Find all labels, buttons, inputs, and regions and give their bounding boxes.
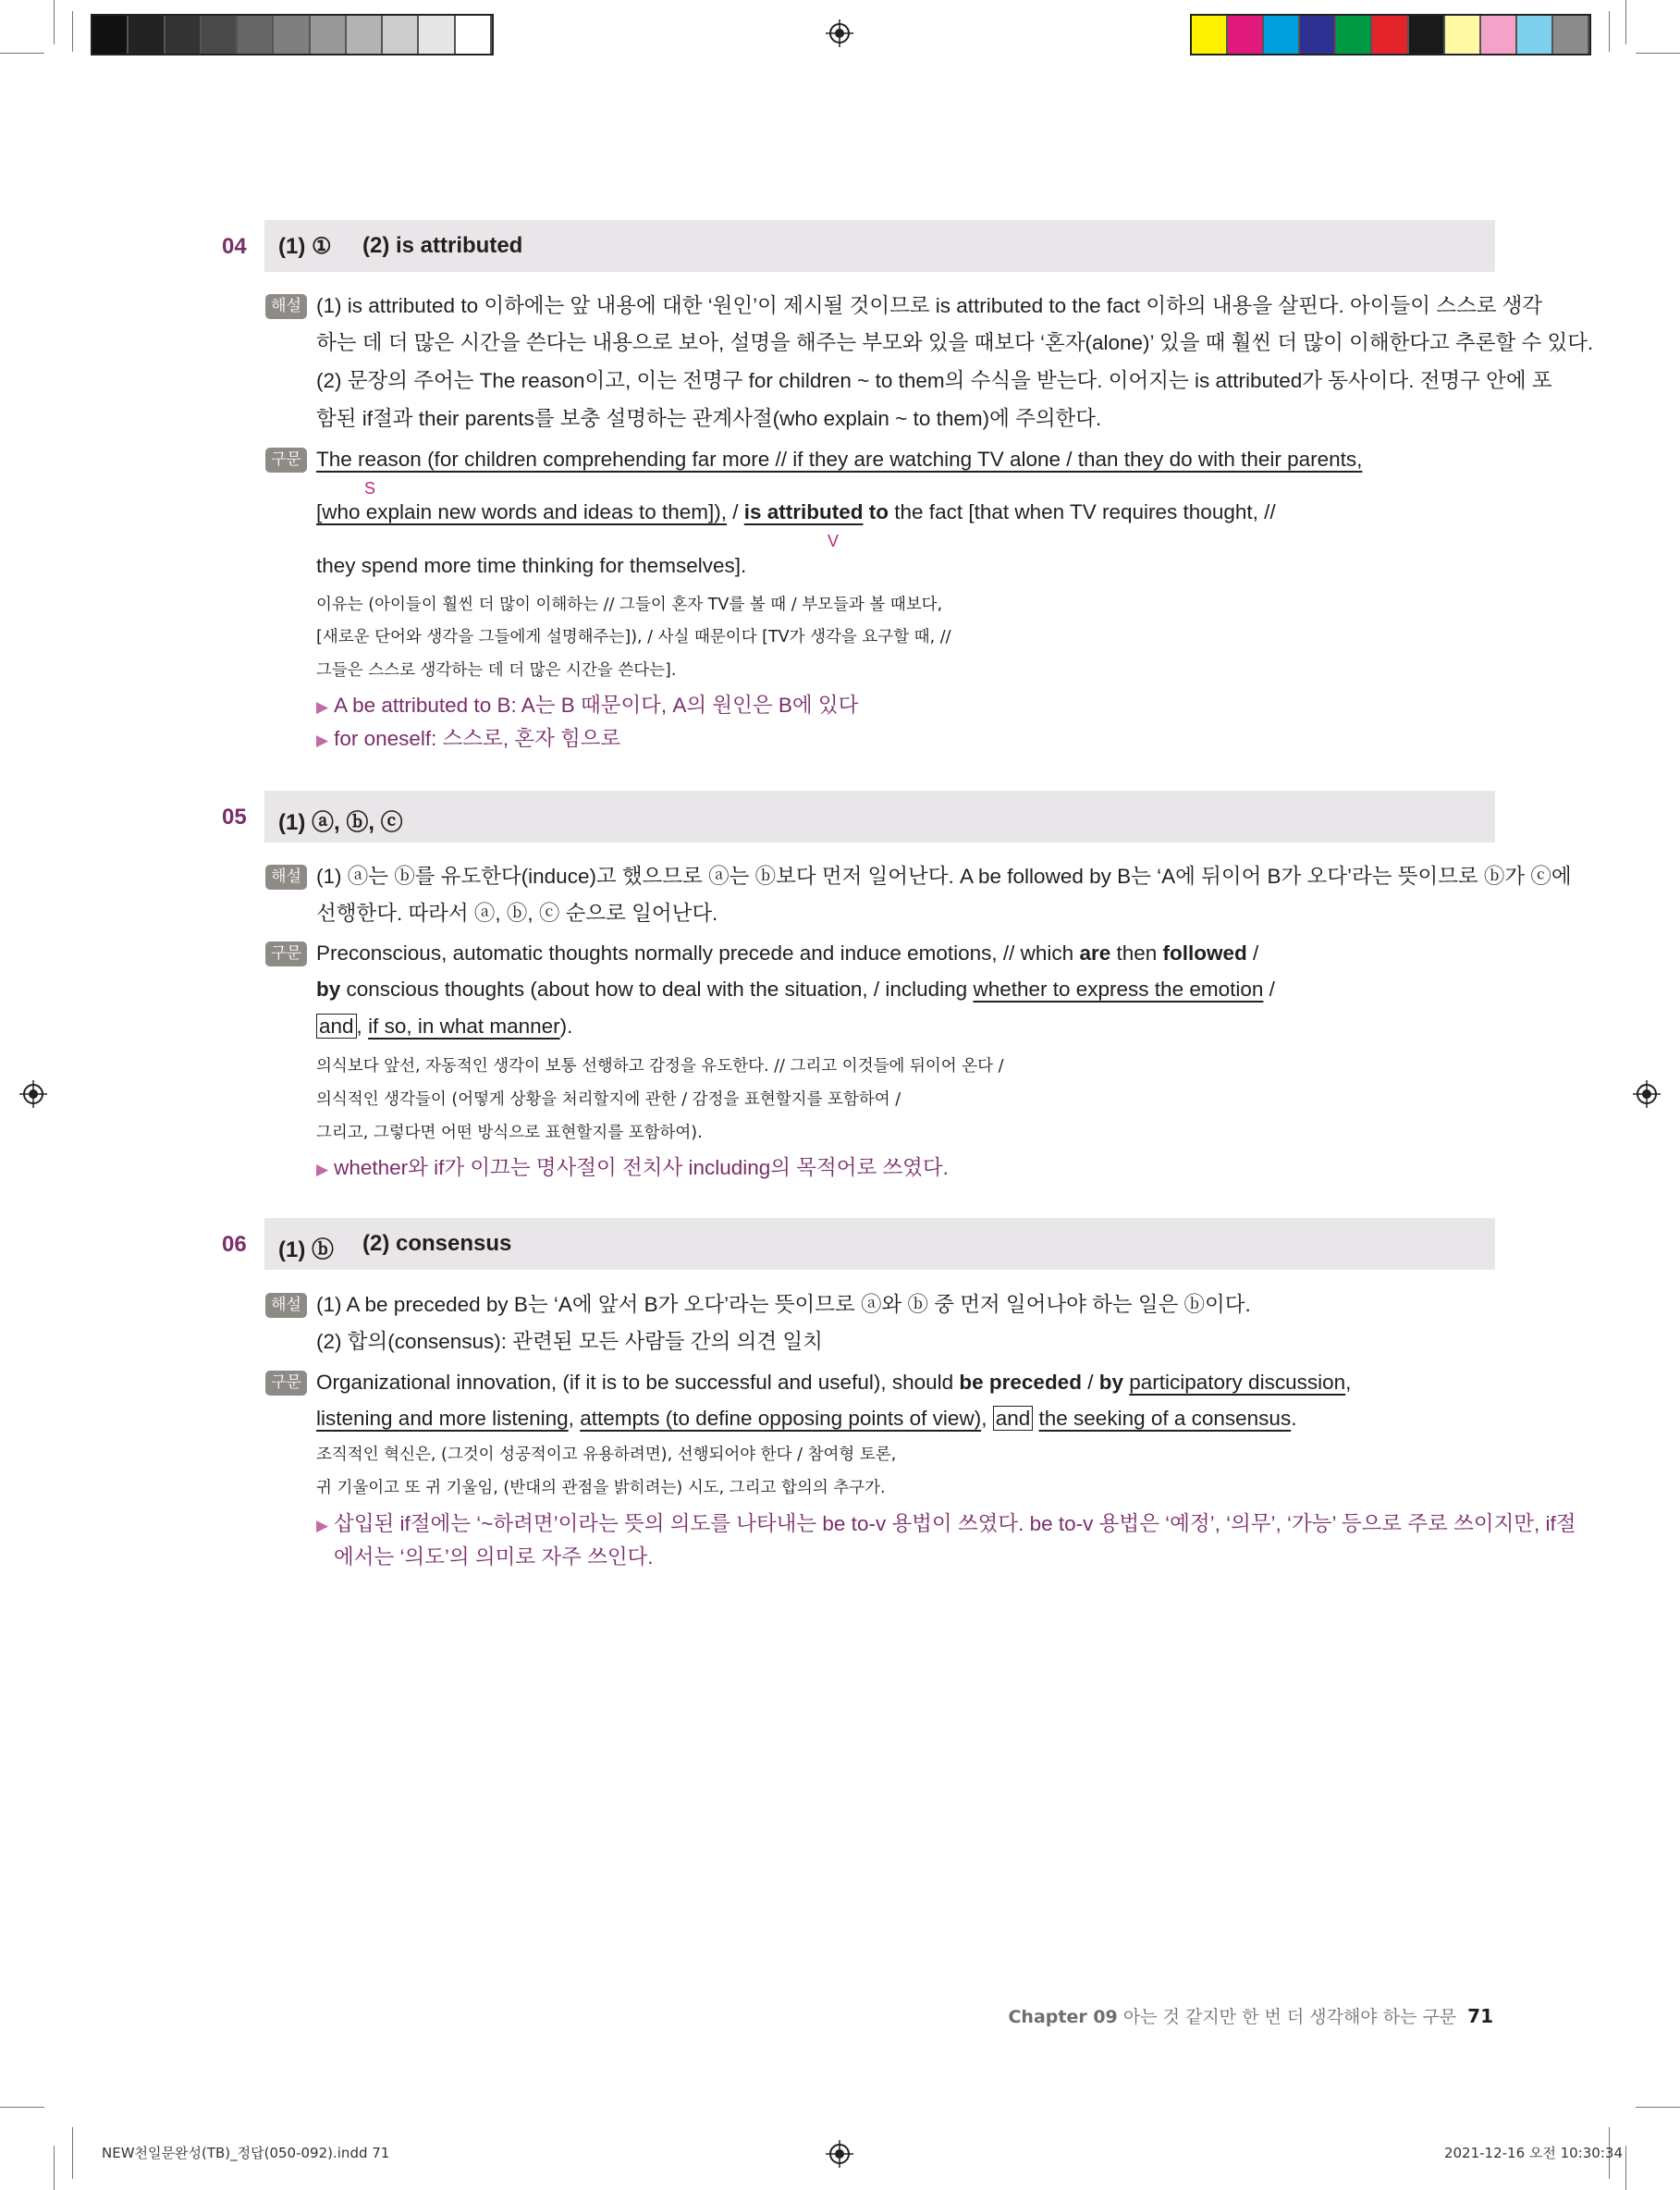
color-swatch (129, 16, 165, 54)
conjunction-box: and (316, 1014, 357, 1039)
translation-line: 의식보다 앞선, 자동적인 생각이 보통 선행하고 감정을 유도한다. // 그리고 이것들에 뒤이어 온다 / (316, 1057, 1004, 1076)
structure-sentence-line: and , if so, in what manner). (316, 1013, 572, 1040)
color-swatch (311, 16, 347, 54)
question-number: 06 (222, 1232, 247, 1257)
structure-sentence-line: Preconscious, automatic thoughts normally precede and induce emotions, // which are then followed / (316, 941, 1259, 965)
explanation-tag: 해설 (265, 1293, 307, 1318)
agent-phrase-2: listening and more listening (316, 1407, 569, 1430)
preposition: to (863, 500, 889, 523)
noun-clause-2: if so, in what manner (368, 1015, 560, 1038)
color-swatch (1409, 16, 1445, 54)
cmyk-color-bar (1190, 14, 1591, 55)
verb-marker: V (828, 532, 840, 550)
registration-mark-right (1633, 1080, 1661, 1108)
structure-sentence-line: they spend more time thinking for themselves]. (316, 554, 747, 577)
grammar-note: ▶ A be attributed to B: A는 B 때문이다, A의 원인은 B에 있다 (316, 694, 859, 717)
translation-line: 그리고, 그렇다면 어떤 방식으로 표현할지를 포함하여). (316, 1124, 703, 1142)
answer-bar (264, 220, 1495, 272)
structure-sentence-line (316, 446, 1362, 474)
color-swatch (92, 16, 129, 54)
answer-bar (264, 1218, 1495, 1270)
explanation-line: (2) 합의(consensus): 관련된 모든 사람들 간의 의견 일치 (316, 1330, 823, 1353)
separator: / (727, 500, 744, 523)
color-swatch (1481, 16, 1517, 54)
agent-phrase-1: participatory discussion (1129, 1371, 1346, 1394)
grammar-note: ▶ for oneself: 스스로, 혼자 힘으로 (316, 727, 621, 750)
explanation-tag: 해설 (265, 294, 307, 319)
subject-phrase: The reason (for children comprehending far more // if they are watching TV alone / than they do with their parents, (316, 448, 1363, 471)
explanation-line: (1) ⓐ는 ⓑ를 유도한다(induce)고 했으므로 ⓐ는 ⓑ보다 먼저 일어난다. A be followed by B는 ‘A에 뒤이어 B가 오다’라는 뜻이므로 ⓑ가 ⓒ에 (316, 865, 1572, 888)
verb-phrase: is attributed (743, 500, 864, 523)
triangle-bullet-icon: ▶ (316, 1517, 329, 1534)
grammar-note: 에서는 ‘의도’의 의미로 자주 쓰인다. (334, 1545, 654, 1569)
passive-by: by (316, 978, 341, 1001)
color-swatch (1336, 16, 1372, 54)
answer-part-1: (1) ① (278, 234, 332, 259)
grammar-note: ▶ whether와 if가 이끄는 명사절이 전치사 including의 목적어로 쓰였다. (316, 1156, 949, 1179)
registration-mark-top (826, 19, 853, 47)
color-swatch (1192, 16, 1228, 54)
passive-verb: be preceded (959, 1371, 1082, 1394)
translation-line: [새로운 단어와 생각을 그들에게 설명해주는]), / 사실 때문이다 [TV가 생각을 요구할 때, // (316, 628, 951, 646)
structure-sentence-line: listening and more listening, attempts (to define opposing points of view), and the seeking of a consensus. (316, 1407, 1297, 1430)
relative-clause: [who explain new words and ideas to them]), (316, 500, 727, 523)
answer-part-2: (2) is attributed (362, 233, 523, 258)
print-slug-date: 2021-12-16 오전 10:30:34 (1443, 2145, 1623, 2161)
color-swatch (419, 16, 455, 54)
registration-mark-left (19, 1080, 47, 1108)
agent-phrase-3: attempts (to define opposing points of view) (580, 1407, 982, 1430)
grammar-note: ▶ 삽입된 if절에는 ‘~하려면’이라는 뜻의 의도를 나타내는 be to-v 용법이 쓰였다. be to-v 용법은 ‘예정’, ‘의무’, ‘가능’ 등으로 주로 쓰이지만, if절 (316, 1512, 1576, 1535)
registration-mark-bottom (826, 2140, 853, 2168)
print-slug-file: NEW천일문완성(TB)_정답(050-092).indd 71 (102, 2145, 390, 2161)
question-number: 05 (222, 805, 247, 830)
color-swatch (383, 16, 419, 54)
structure-tag: 구문 (265, 448, 307, 473)
chapter-title: 아는 것 같지만 한 번 더 생각해야 하는 구문 (1117, 2007, 1457, 2027)
triangle-bullet-icon: ▶ (316, 732, 329, 749)
translation-line: 조직적인 혁신은, (그것이 성공적이고 유용하려면), 선행되어야 한다 / 참여형 토론, (316, 1446, 897, 1464)
agent-phrase-4: the seeking of a consensus (1038, 1407, 1292, 1430)
explanation-line: 하는 데 더 많은 시간을 쓴다는 내용으로 보아, 설명을 해주는 부모와 있을 때보다 ‘혼자(alone)’ 있을 때 훨씬 더 많이 이해한다고 추론할 수 있다. (316, 331, 1594, 354)
color-swatch (1300, 16, 1336, 54)
explanation-line: 함된 if절과 their parents를 보충 설명하는 관계사절(who explain ~ to them)에 주의한다. (316, 407, 1102, 430)
explanation-tag: 해설 (265, 865, 307, 890)
color-swatch (1228, 16, 1264, 54)
color-swatch (274, 16, 310, 54)
triangle-bullet-icon: ▶ (316, 698, 329, 716)
color-swatch (1264, 16, 1300, 54)
answer-part-1: (1) ⓐ, ⓑ, ⓒ (278, 810, 403, 835)
translation-line: 그들은 스스로 생각하는 데 더 많은 시간을 쓴다는]. (316, 661, 677, 680)
structure-tag: 구문 (265, 941, 307, 966)
color-swatch (166, 16, 202, 54)
explanation-line: (1) A be preceded by B는 ‘A에 앞서 B가 오다’라는 뜻이므로 ⓐ와 ⓑ 중 먼저 일어나야 하는 일은 ⓑ이다. (316, 1293, 1251, 1316)
color-swatch (1445, 16, 1481, 54)
structure-sentence-line: Organizational innovation, (if it is to be successful and useful), should be preceded / by participatory discussion, (316, 1371, 1352, 1394)
structure-sentence-line: by conscious thoughts (about how to deal with the situation, / including whether to express the emotion / (316, 978, 1275, 1001)
translation-line: 귀 기울이고 또 귀 기울임, (반대의 관점을 밝히려는) 시도, 그리고 합의의 추구가. (316, 1479, 886, 1497)
answer-part-2: (2) consensus (362, 1231, 512, 1256)
color-swatch (456, 16, 492, 54)
translation-line: 이유는 (아이들이 훨씬 더 많이 이해하는 // 그들이 혼자 TV를 볼 때 / 부모들과 볼 때보다, (316, 596, 943, 614)
color-swatch (1553, 16, 1589, 54)
triangle-bullet-icon: ▶ (316, 1161, 329, 1178)
gray-color-bar (91, 14, 494, 55)
structure-sentence-line (316, 498, 1276, 526)
fact-clause: the fact [that when TV requires thought, // (889, 500, 1276, 523)
color-swatch (1517, 16, 1553, 54)
noun-clause-1: whether to express the emotion (973, 978, 1264, 1001)
structure-tag: 구문 (265, 1371, 307, 1396)
question-number: 04 (222, 234, 247, 259)
chapter-label: Chapter 09 (1008, 2007, 1118, 2027)
answer-bar (264, 791, 1495, 843)
explanation-line: (2) 문장의 주어는 The reason이고, 이는 전명구 for children ~ to them의 수식을 받는다. 이어지는 is attributed가 동사이다. 전명구 안에 포 (316, 369, 1552, 392)
color-swatch (238, 16, 274, 54)
color-swatch (347, 16, 383, 54)
translation-line: 의식적인 생각들이 (어떻게 상황을 처리할지에 관한 / 감정을 표현할지를 포함하여 / (316, 1090, 901, 1109)
color-swatch (1372, 16, 1408, 54)
explanation-line: (1) is attributed to 이하에는 앞 내용에 대한 ‘원인’이 제시될 것이므로 is attributed to the fact 이하의 내용을 살핀다. 아이들이 스스로 생각 (316, 294, 1543, 317)
explanation-line: 선행한다. 따라서 ⓐ, ⓑ, ⓒ 순으로 일어난다. (316, 902, 718, 925)
conjunction-box: and (993, 1406, 1034, 1431)
page-number: 71 (1467, 2005, 1493, 2027)
passive-by: by (1098, 1371, 1123, 1394)
answer-part-1: (1) ⓑ (278, 1237, 334, 1262)
passive-be: are (1079, 941, 1111, 965)
chapter-footer (1008, 2003, 1493, 2028)
color-swatch (202, 16, 238, 54)
subject-marker: S (364, 479, 376, 498)
passive-verb: followed (1162, 941, 1247, 965)
